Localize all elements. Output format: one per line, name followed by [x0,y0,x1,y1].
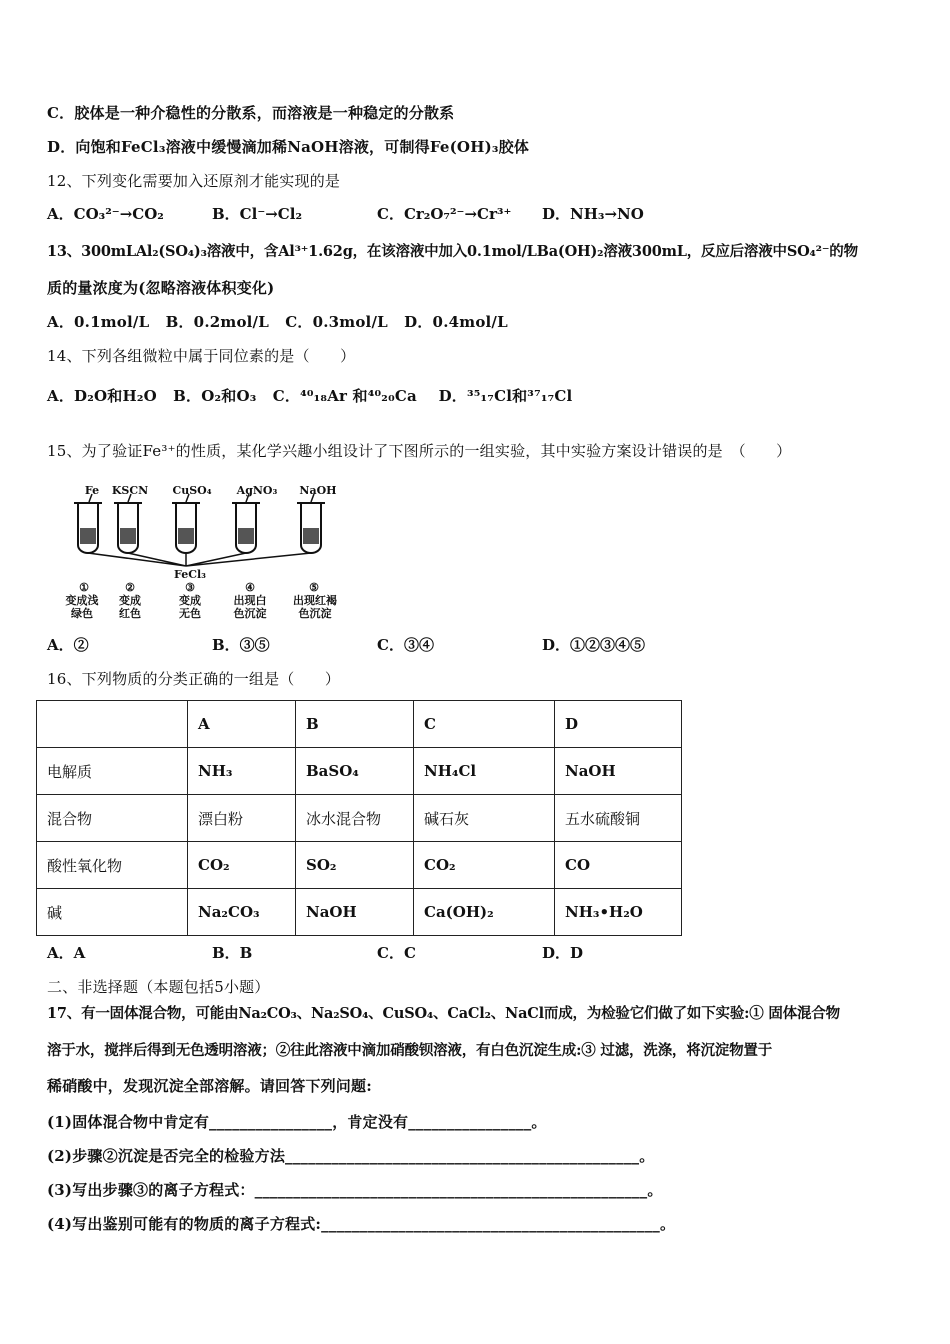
section-heading: 二、非选择题（本题包括5小题） [47,978,270,996]
table-cell: NaOH [555,748,682,795]
table-cell: C [414,701,555,748]
q15-stem: 15、为了验证Fe³⁺的性质，某化学兴趣小组设计了下图所示的一组实验，其中实验方案设计错误的是 （ ） [47,442,792,460]
table-cell: NH₃•H₂O [555,889,682,936]
table-row [37,748,682,795]
reagent-label: Fe [84,484,100,497]
q15-option-b: B．③⑤ [212,636,270,654]
q12-stem: 12、下列变化需要加入还原剂才能实现的是 [47,172,341,190]
observation: 变成 [179,594,201,607]
table-cell: 酸性氧化物 [37,842,188,889]
q11-option-c: C．胶体是一种介稳性的分散系，而溶液是一种稳定的分散系 [47,104,455,122]
q17-part4: (4)写出鉴别可能有的物质的离子方程式:____________________________________________。 [47,1215,676,1233]
table-cell: NH₄Cl [414,748,555,795]
q12-option-c: C．Cr₂O₇²⁻→Cr³⁺ [377,205,512,223]
observation: 无色 [179,607,201,620]
observation: 出现红褐 [293,594,337,607]
reagent-label: CuSO₄ [172,484,212,497]
q12-option-a: A．CO₃²⁻→CO₂ [47,205,164,223]
q15-option-d: D．①②③④⑤ [542,636,646,654]
table-cell: Na₂CO₃ [188,889,296,936]
table-cell: CO₂ [414,842,555,889]
observation: 红色 [119,607,141,620]
q13-options: A．0.1mol/L B．0.2mol/L C．0.3mol/L D．0.4mol/L [47,313,508,331]
table-cell: 混合物 [37,795,188,842]
q17-stem-line3: 稀硝酸中，发现沉淀全部溶解。请回答下列问题: [47,1077,372,1095]
table-cell: Ca(OH)₂ [414,889,555,936]
table-cell: 五水硫酸铜 [555,795,682,842]
q15-option-c: C．③④ [377,636,434,654]
q12-option-d: D．NH₃→NO [542,205,644,223]
table-cell: B [296,701,414,748]
q17-part3: (3)写出步骤③的离子方程式：___________________________________________________。 [47,1181,663,1199]
q11-option-d: D．向饱和FeCl₃溶液中缓慢滴加稀NaOH溶液，可制得Fe(OH)₃胶体 [47,138,530,156]
reagent-label: NaOH [299,484,337,497]
step-number: ④ [245,581,255,594]
q13-stem-line1: 13、300mLAl₂(SO₄)₃溶液中，含Al³⁺1.62g，在该溶液中加入0.1mol/LBa(OH)₂溶液300mL，反应后溶液中SO₄²⁻的物 [47,243,858,260]
table-cell: 碱石灰 [414,795,555,842]
table-cell: 冰水混合物 [296,795,414,842]
table-cell: A [188,701,296,748]
step-number: ① [79,581,89,594]
classification-table [36,700,682,936]
observation: 色沉淀 [298,607,332,620]
table-cell: CO₂ [188,842,296,889]
table-cell: NH₃ [188,748,296,795]
observation: 变成浅 [65,594,99,607]
table-cell: D [555,701,682,748]
reagent-label: KSCN [111,484,149,497]
q12-option-b: B．Cl⁻→Cl₂ [212,205,303,223]
observation: 绿色 [71,607,93,620]
table-cell: BaSO₄ [296,748,414,795]
experiment-figure [0,470,400,630]
q17-stem-line1: 17、有一固体混合物，可能由Na₂CO₃、Na₂SO₄、CuSO₄、CaCl₂、NaCl而成，为检验它们做了如下实验:① 固体混合物 [47,1005,840,1022]
q16-option-b: B．B [212,944,253,962]
step-number: ⑤ [309,581,319,594]
table-cell [37,701,188,748]
q17-stem-line2: 溶于水，搅拌后得到无色透明溶液；②往此溶液中滴加硝酸钡溶液，有白色沉淀生成:③ 过滤，洗涤，将沉淀物置于 [47,1042,772,1059]
observation: 色沉淀 [233,607,267,620]
q17-part1: (1)固体混合物中肯定有________________，肯定没有________________。 [47,1113,547,1131]
table-cell: SO₂ [296,842,414,889]
table-row [37,889,682,936]
table-cell: CO [555,842,682,889]
q17-part2: (2)步骤②沉淀是否完全的检验方法______________________________________________。 [47,1147,655,1165]
table-cell: 电解质 [37,748,188,795]
q15-option-a: A．② [47,636,89,654]
table-row [37,795,682,842]
observation: 变成 [119,594,141,607]
reagent-label: AgNO₃ [236,484,278,497]
center-label: FeCl₃ [174,568,206,581]
q14-options: A．D₂O和H₂O B．O₂和O₃ C．⁴⁰₁₈Ar 和⁴⁰₂₀Ca D．³⁵₁₇Cl和³⁷₁₇Cl [47,387,573,405]
q14-stem: 14、下列各组微粒中属于同位素的是（ ） [47,347,356,365]
q16-option-a: A．A [47,944,86,962]
q13-stem-line2: 质的量浓度为(忽略溶液体积变化) [47,279,275,297]
q16-option-c: C．C [377,944,416,962]
table-cell: 碱 [37,889,188,936]
table-cell: 漂白粉 [188,795,296,842]
table-header-row [37,701,682,748]
table-row [37,842,682,889]
step-number: ② [125,581,135,594]
q16-option-d: D．D [542,944,584,962]
step-number: ③ [185,581,195,594]
observation: 出现白 [233,594,267,607]
q16-stem: 16、下列物质的分类正确的一组是（ ） [47,670,341,688]
table-cell: NaOH [296,889,414,936]
